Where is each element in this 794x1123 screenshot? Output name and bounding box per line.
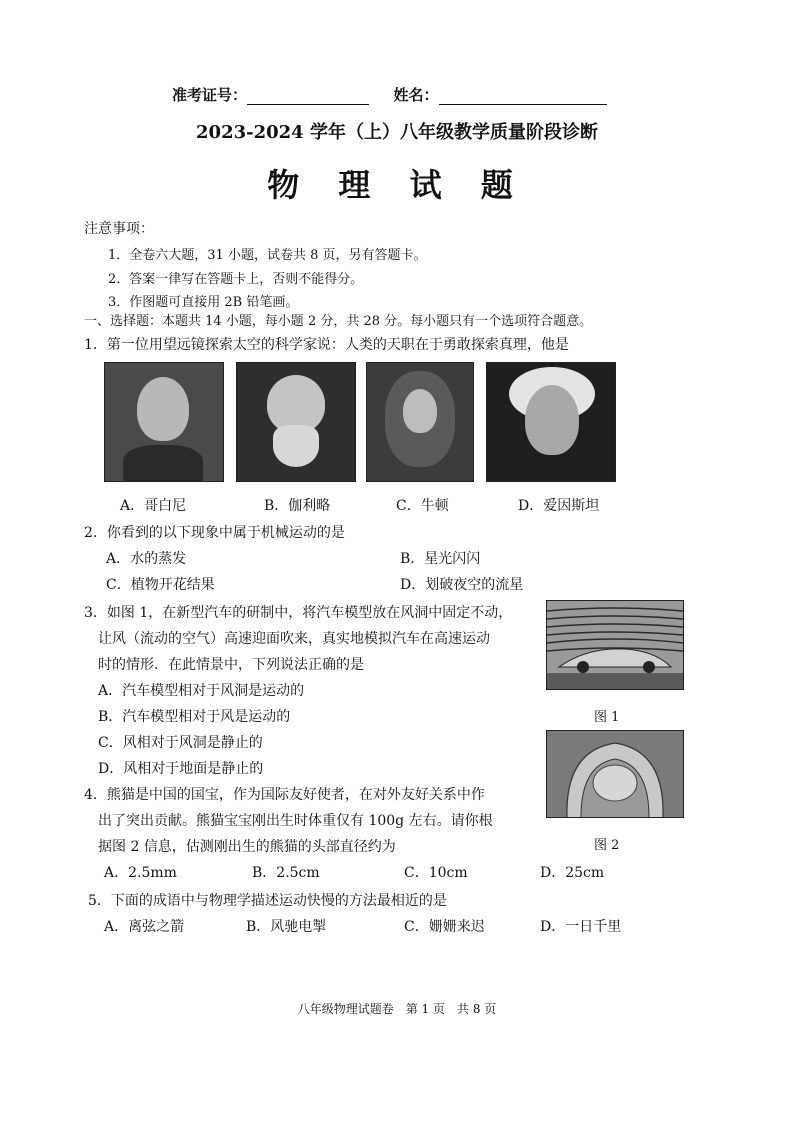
- page-footer: 八年级物理试题卷 第 1 页 共 8 页: [297, 1002, 497, 1016]
- question-stem: 2．你看到的以下现象中属于机械运动的是: [84, 525, 345, 541]
- wind-tunnel-illustration: [547, 601, 683, 689]
- question-stem: 3．如图 1，在新型汽车的研制中，将汽车模型放在风洞中固定不动，: [84, 605, 513, 621]
- option-d: D．爱因斯坦: [518, 498, 600, 514]
- name-label: 姓名：: [393, 86, 439, 104]
- figure-newborn-panda: [546, 730, 684, 818]
- option-b: B．伽利略: [264, 498, 331, 514]
- option-b: B．风驰电掣: [246, 919, 327, 935]
- name-blank: [439, 88, 607, 105]
- option-c: C．10cm: [404, 865, 468, 881]
- question-stem: 据图 2 信息，估测刚出生的熊猫的头部直径约为: [98, 839, 396, 855]
- option-d: D．风相对于地面是静止的: [98, 761, 264, 777]
- option-d: D．25cm: [540, 865, 605, 881]
- option-b: B．2.5cm: [252, 865, 320, 881]
- option-a: A．汽车模型相对于风洞是运动的: [98, 683, 305, 699]
- exam-subtitle: 2023-2024 学年（上）八年级教学质量阶段诊断: [196, 122, 598, 143]
- option-c: C．牛顿: [396, 498, 449, 514]
- question-stem: 时的情形．在此情景中，下列说法正确的是: [98, 657, 364, 673]
- notes-heading: 注意事项：: [84, 221, 154, 237]
- portrait-einstein: [486, 362, 616, 482]
- option-d: D．一日千里: [540, 919, 622, 935]
- section-heading: 一、选择题：本题共 14 小题，每小题 2 分，共 28 分。每小题只有一个选项符合题意。: [84, 314, 593, 329]
- portrait-copernicus: [104, 362, 224, 482]
- note-item: 2．答案一律写在答题卡上，否则不能得分。: [108, 272, 364, 287]
- figure-wind-tunnel-car: [546, 600, 684, 690]
- question-stem: 出了突出贡献。熊猫宝宝刚出生时体重仅有 100g 左右。请你根: [98, 813, 493, 829]
- option-c: C．风相对于风洞是静止的: [98, 735, 263, 751]
- option-c: C．植物开花结果: [106, 577, 215, 593]
- note-item: 1．全卷六大题，31 小题，试卷共 8 页，另有答题卡。: [108, 248, 427, 263]
- option-a: A．2.5mm: [104, 865, 177, 881]
- figure-1-caption: 图 1: [594, 710, 620, 725]
- question-stem: 1．第一位用望远镜探索太空的科学家说：人类的天职在于勇敢探索真理，他是: [84, 337, 569, 353]
- figure-2-caption: 图 2: [594, 838, 620, 853]
- panda-illustration: [547, 731, 683, 817]
- question-stem: 让风（流动的空气）高速迎面吹来，真实地模拟汽车在高速运动: [98, 631, 490, 647]
- option-b: B．星光闪闪: [400, 551, 481, 567]
- option-c: C．姗姗来迟: [404, 919, 485, 935]
- portrait-newton: [366, 362, 474, 482]
- exam-header: [172, 84, 607, 105]
- question-stem: 4．熊猫是中国的国宝，作为国际友好使者，在对外友好关系中作: [84, 787, 485, 803]
- option-a: A．离弦之箭: [104, 919, 185, 935]
- note-item: 3．作图题可直接用 2B 铅笔画。: [108, 295, 299, 310]
- option-d: D．划破夜空的流星: [400, 577, 524, 593]
- question-stem: 5．下面的成语中与物理学描述运动快慢的方法最相近的是: [88, 893, 447, 909]
- option-b: B．汽车模型相对于风是运动的: [98, 709, 291, 725]
- page-title: 物 理 试 题: [267, 166, 527, 204]
- option-a: A．水的蒸发: [106, 551, 187, 567]
- exam-number-label: 准考证号：: [172, 86, 248, 104]
- option-a: A．哥白尼: [120, 498, 187, 514]
- exam-number-blank: [247, 88, 369, 105]
- portrait-galileo: [236, 362, 356, 482]
